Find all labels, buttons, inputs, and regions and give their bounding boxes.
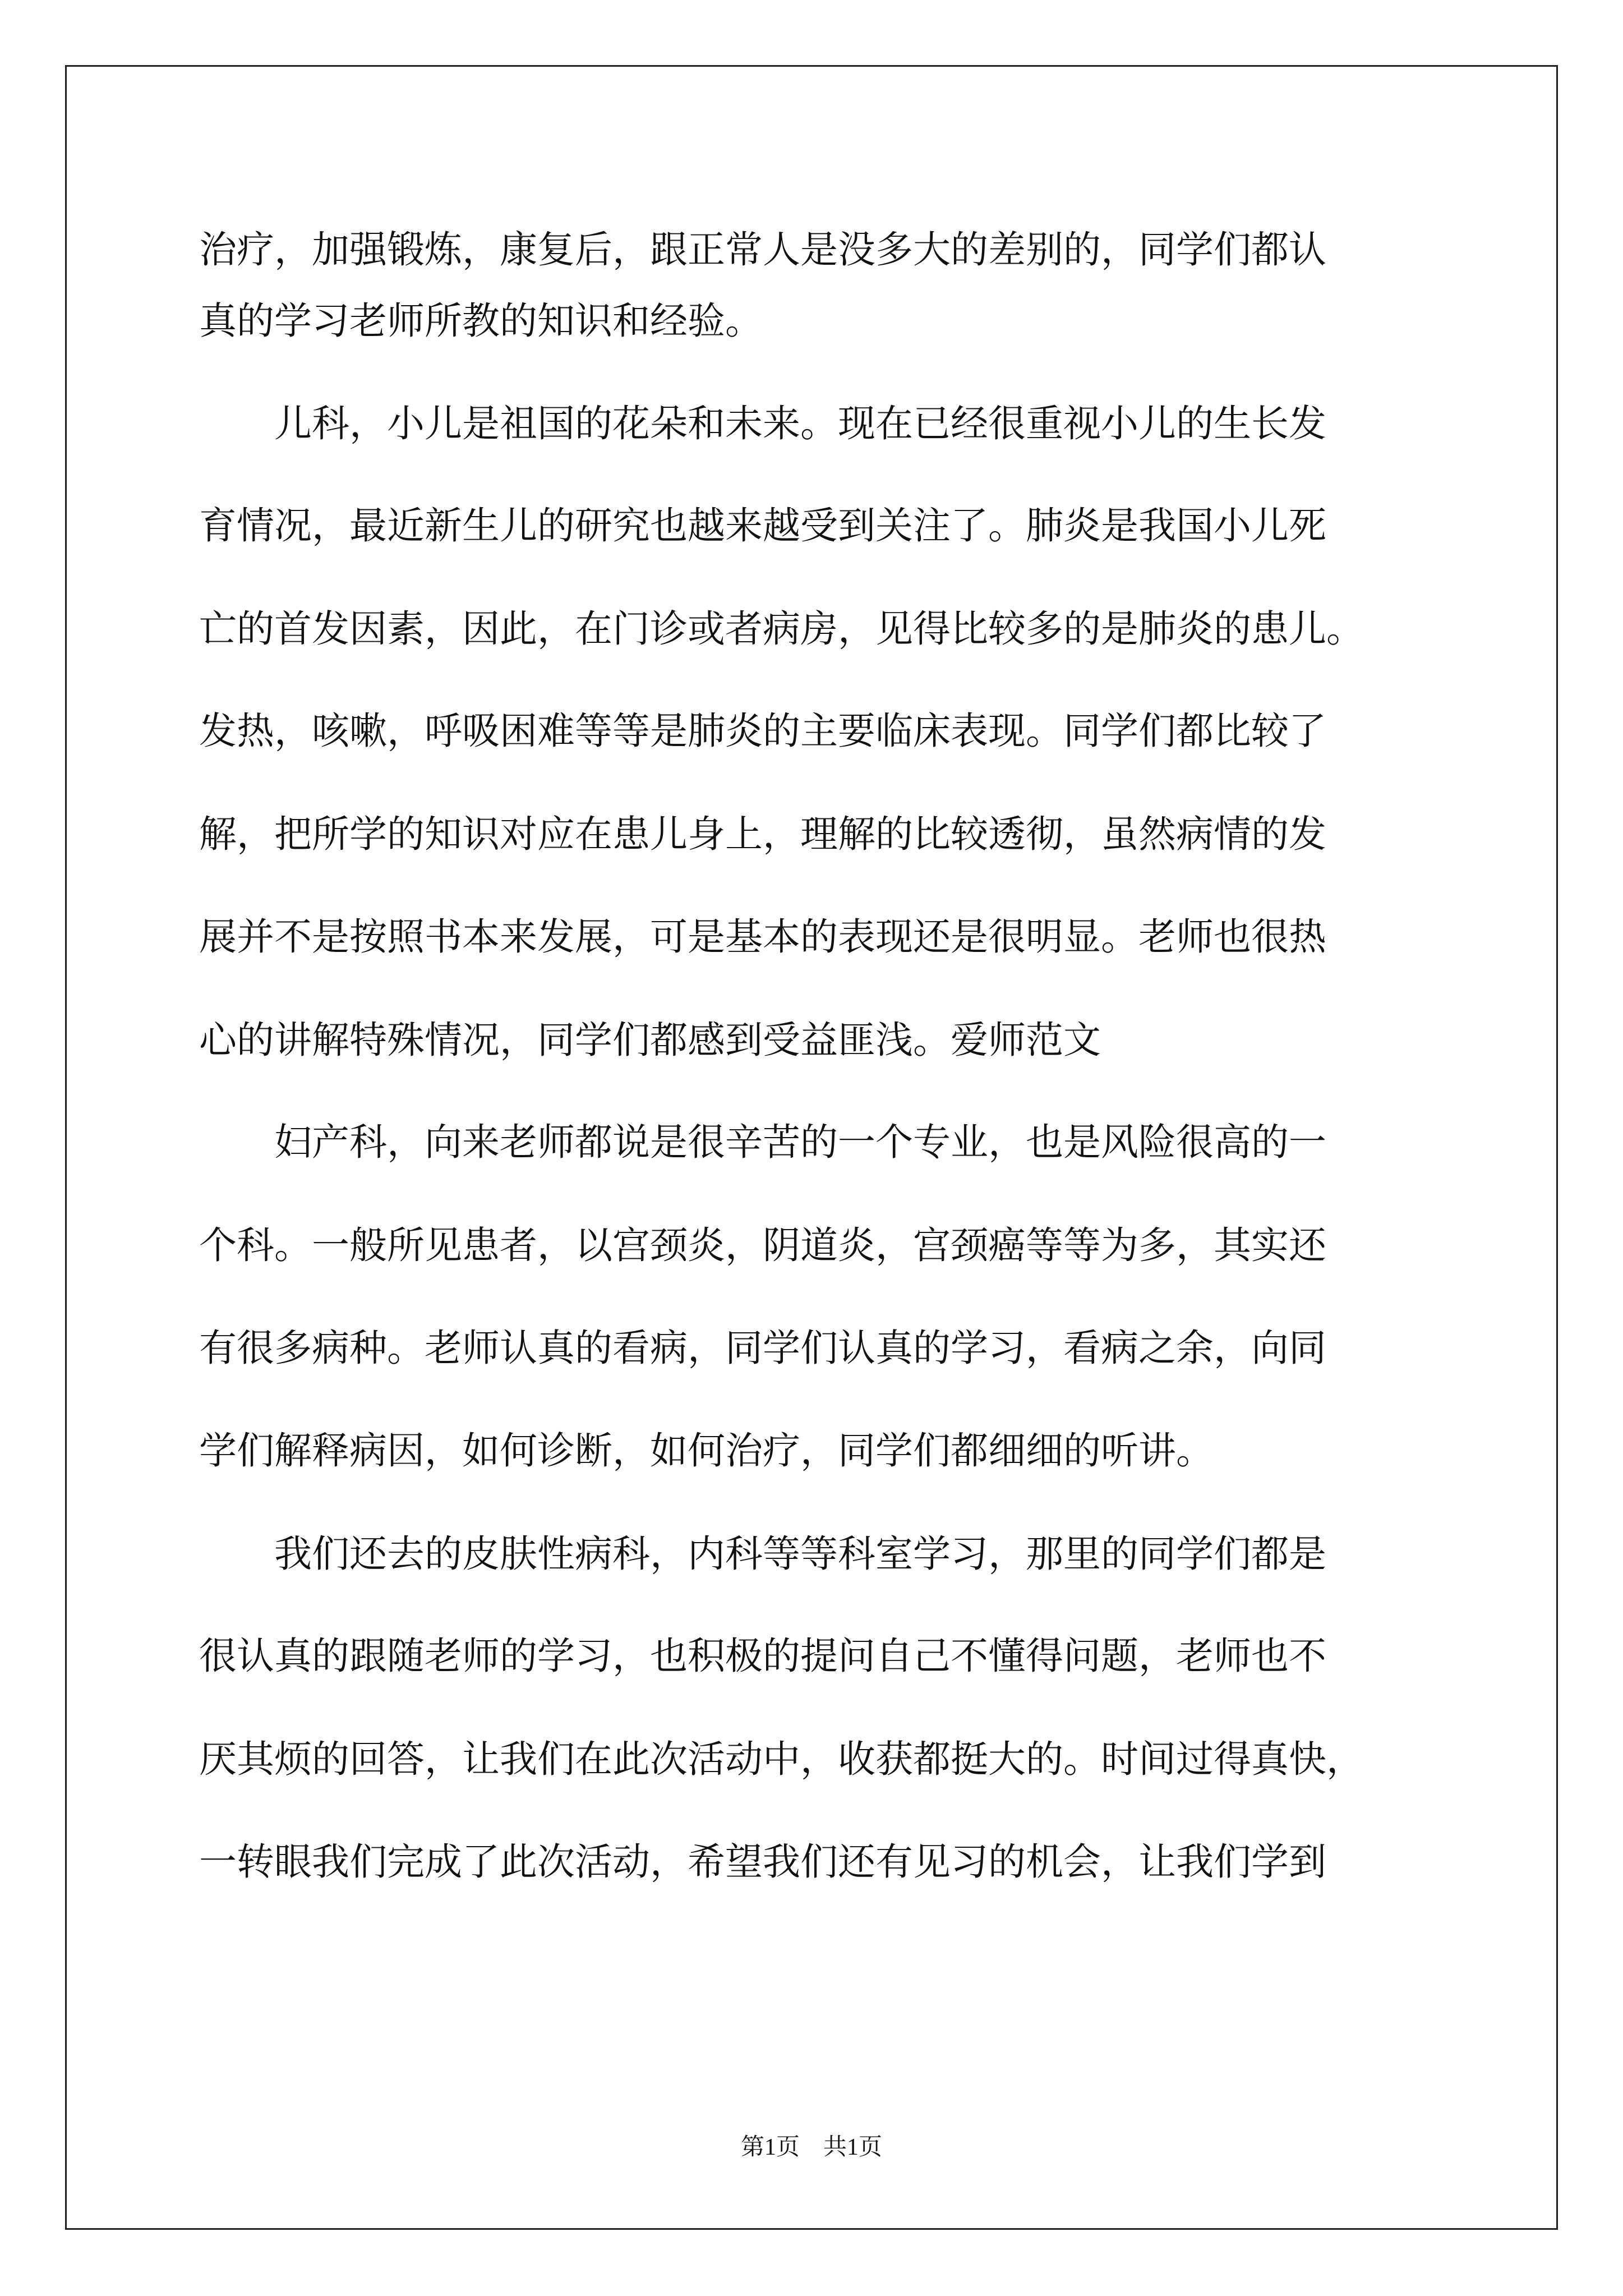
text-line-7: 解，把所学的知识对应在患儿身上，理解的比较透彻，虽然病情的发 — [199, 812, 1326, 856]
text-line-4: 育情况，最近新生儿的研究也越来越受到关注了。肺炎是我国小儿死 — [199, 504, 1326, 547]
text-line-3: 儿科，小儿是祖国的花朵和未来。现在已经很重视小儿的生长发 — [199, 402, 1326, 445]
text-line-1: 治疗，加强锻炼，康复后，跟正常人是没多大的差别的，同学们都认 — [199, 228, 1326, 272]
text-line-5: 亡的首发因素，因此，在门诊或者病房，见得比较多的是肺炎的患儿。 — [199, 607, 1364, 651]
text-line-8: 展并不是按照书本来发展，可是基本的表现还是很明显。老师也很热 — [199, 915, 1326, 959]
text-line-16: 厌其烦的回答，让我们在此次活动中，收获都挺大的。时间过得真快， — [199, 1737, 1364, 1781]
text-line-6: 发热，咳嗽，呼吸困难等等是肺炎的主要临床表现。同学们都比较了 — [199, 709, 1326, 753]
text-line-11: 个科。一般所见患者，以宫颈炎，阴道炎，宫颈癌等等为多，其实还 — [199, 1223, 1326, 1267]
text-line-2: 真的学习老师所教的知识和经验。 — [199, 299, 763, 343]
page-footer: 第1页 共1页 — [740, 2134, 882, 2160]
text-line-13: 学们解释病因，如何诊断，如何治疗，同学们都细细的听讲。 — [199, 1429, 1214, 1473]
text-line-14: 我们还去的皮肤性病科，内科等等科室学习，那里的同学们都是 — [199, 1532, 1326, 1576]
text-line-10: 妇产科，向来老师都说是很辛苦的一个专业，也是风险很高的一 — [199, 1120, 1326, 1164]
text-line-12: 有很多病种。老师认真的看病，同学们认真的学习，看病之余，向同 — [199, 1326, 1326, 1370]
text-line-17: 一转眼我们完成了此次活动，希望我们还有见习的机会，让我们学到 — [199, 1840, 1326, 1884]
text-line-9: 心的讲解特殊情况，同学们都感到受益匪浅。爱师范文 — [199, 1018, 1101, 1062]
text-line-15: 很认真的跟随老师的学习，也积极的提问自己不懂得问题，老师也不 — [199, 1634, 1326, 1678]
